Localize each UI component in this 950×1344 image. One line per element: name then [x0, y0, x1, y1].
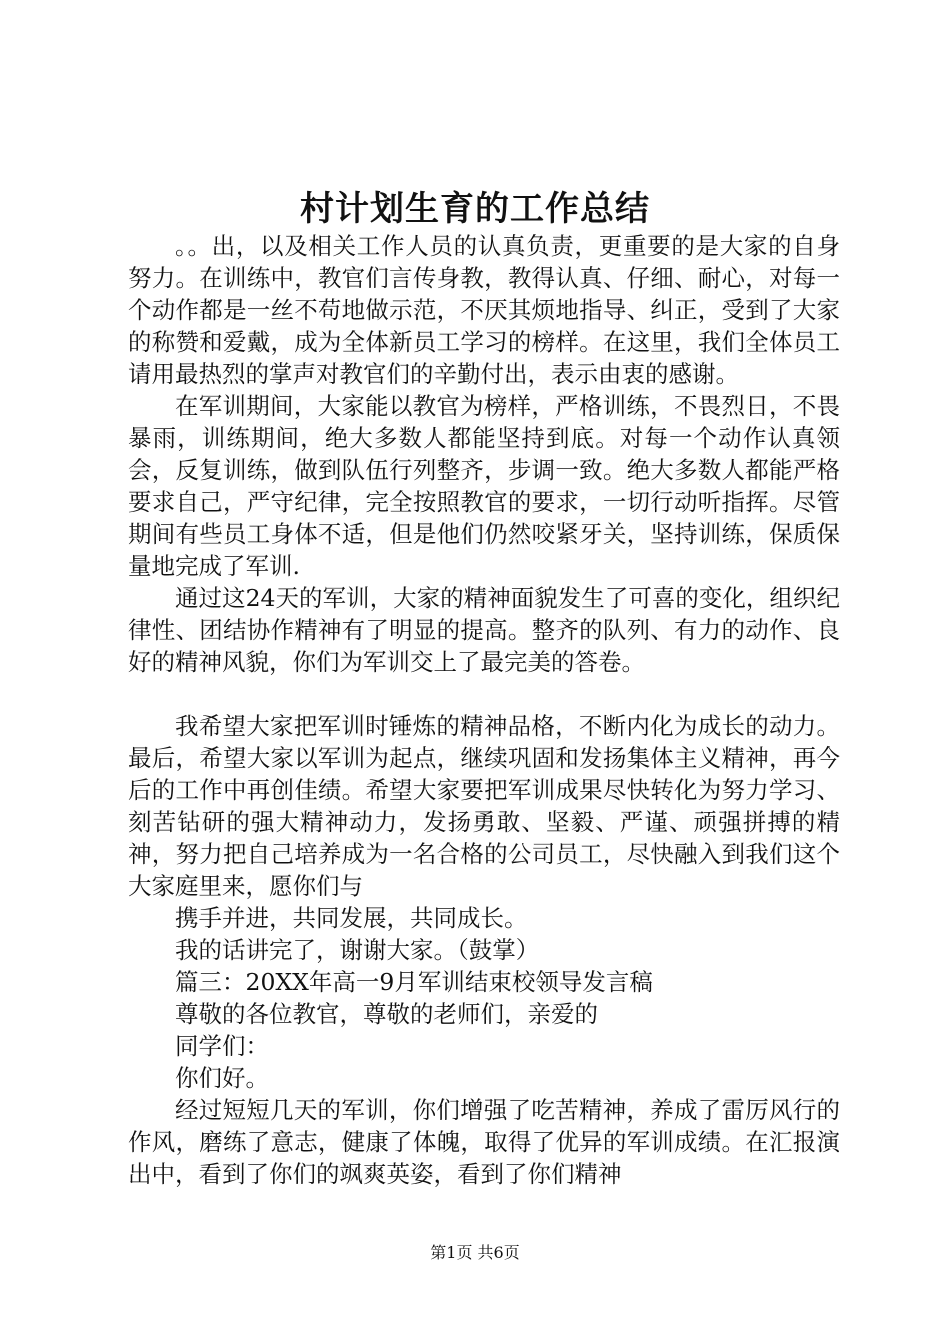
greeting: 你们好。 [175, 1064, 269, 1092]
section-heading: 篇三：20XX年高一9月军训结束校领导发言稿 [175, 968, 653, 996]
page-footer: 第1页 共6页 [430, 1243, 520, 1262]
paragraph-4: 我希望大家把军训时锤炼的精神品格，不断内化为成长的动力。最后，希望大家以军训为起点，继续巩固和发扬集体主义精神，再今后的工作中再创佳绩。希望大家要把军训成果尽快转化为努力学习、刻苦钻研的强大精神动力，发扬勇敢、坚毅、严谨、顽强拼搏的精神，努力把自己培养成为一名合格的公司员工，尽快融入到我们这个大家庭里来，愿你们与 [128, 712, 840, 900]
paragraph-2: 在军训期间，大家能以教官为榜样，严格训练，不畏烈日，不畏暴雨，训练期间，绝大多数人都能坚持到底。对每一个动作认真领会，反复训练，做到队伍行列整齐，步调一致。绝大多数人都能严格要求自己，严守纪律，完全按照教官的要求，一切行动听指挥。尽管期间有些员工身体不适，但是他们仍然咬紧牙关，坚持训练，保质保量地完成了军训. [128, 392, 840, 580]
paragraph-5: 携手并进，共同发展，共同成长。 [175, 904, 528, 932]
document-body [128, 230, 840, 1190]
paragraph-gap [128, 678, 840, 710]
salutation-line-1: 尊敬的各位教官，尊敬的老师们，亲爱的 [175, 1000, 598, 1028]
document-title: 村计划生育的工作总结 [300, 189, 650, 229]
paragraph-6: 我的话讲完了，谢谢大家。（鼓掌） [175, 936, 540, 964]
paragraph-3: 通过这24天的军训，大家的精神面貌发生了可喜的变化，组织纪律性、团结协作精神有了明显的提高。整齐的队列、有力的动作、良好的精神风貌，你们为军训交上了最完美的答卷。 [128, 584, 840, 676]
salutation-line-2: 同学们： [175, 1032, 269, 1060]
paragraph-7: 经过短短几天的军训，你们增强了吃苦精神，养成了雷厉风行的作风，磨练了意志，健康了体魄，取得了优异的军训成绩。在汇报演出中，看到了你们的飒爽英姿，看到了你们精神 [128, 1096, 840, 1188]
paragraph-1: 。。出，以及相关工作人员的认真负责，更重要的是大家的自身努力。在训练中，教官们言传身教，教得认真、仔细、耐心，对每一个动作都是一丝不苟地做示范，不厌其烦地指导、纠正，受到了大家的称赞和爱戴，成为全体新员工学习的榜样。在这里，我们全体员工请用最热烈的掌声对教官们的辛勤付出，表示由衷的感谢。 [128, 232, 840, 388]
